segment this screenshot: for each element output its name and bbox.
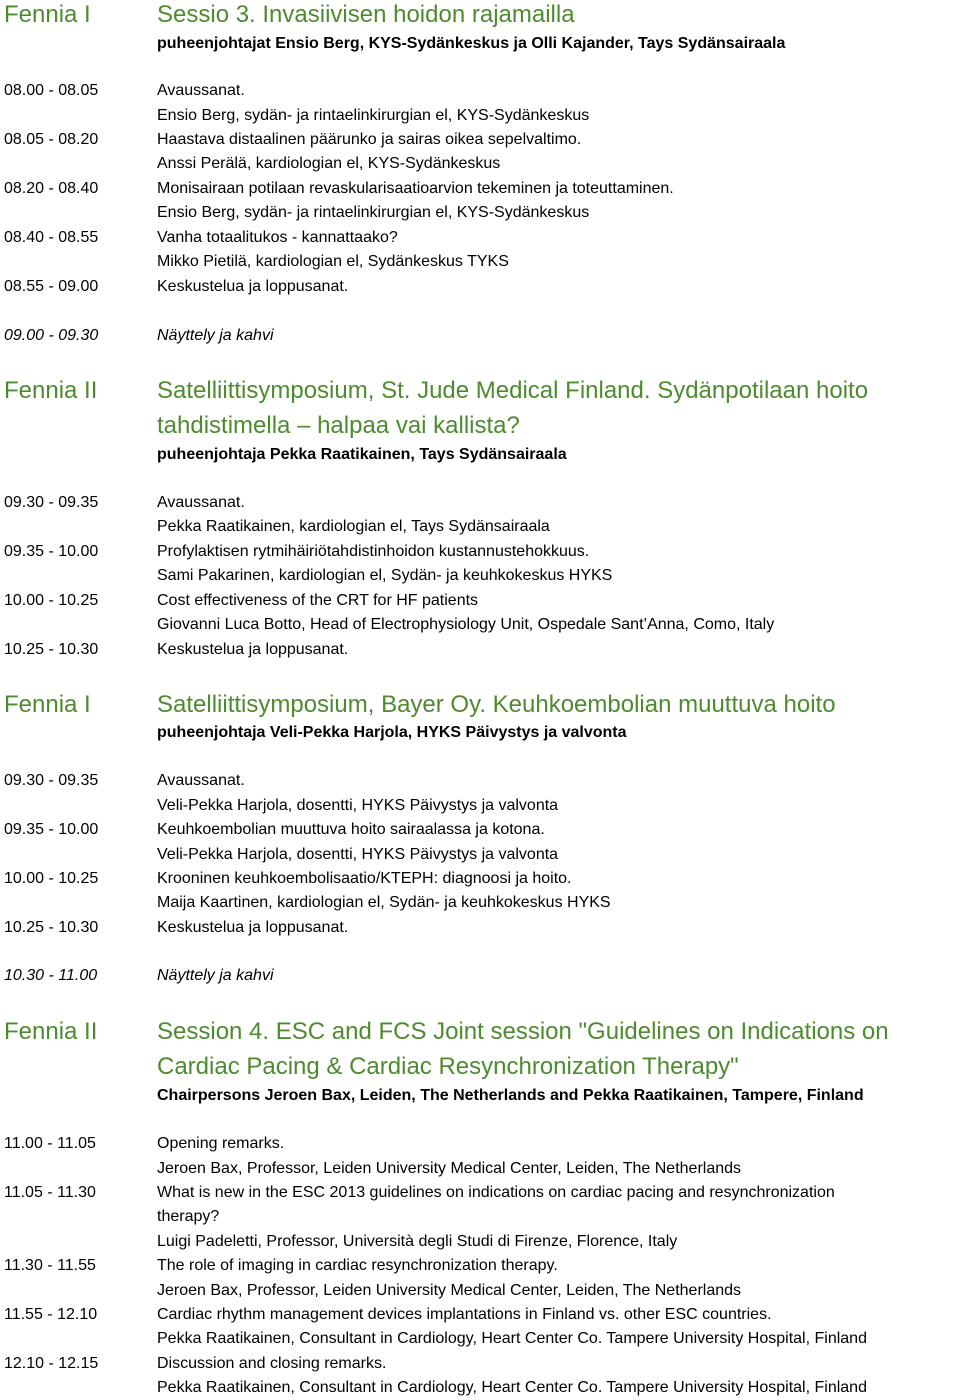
room-label: Fennia II [4,377,98,404]
time-slot: 11.55 - 12.10 [4,1306,98,1323]
time-slot: 11.00 - 11.05 [4,1135,96,1152]
talk-speaker: Ensio Berg, sydän- ja rintaelinkirurgian el, KYS-Sydänkeskus [157,107,590,124]
break-time: 10.30 - 11.00 [4,967,98,984]
room-label: Fennia I [4,691,91,718]
talk-title: Discussion and closing remarks. [157,1355,387,1372]
talk-title: Cost effectiveness of the CRT for HF patients [157,592,479,609]
time-slot: 11.30 - 11.55 [4,1257,96,1274]
time-slot: 11.05 - 11.30 [4,1184,96,1201]
talk-speaker: Giovanni Luca Botto, Head of Electrophysiology Unit, Ospedale Sant’Anna, Como, Italy [157,616,775,633]
session-title: Satelliittisymposium, Bayer Oy. Keuhkoembolian muuttuva hoito [157,691,836,718]
talk-title: Keskustelua ja loppusanat. [157,919,349,936]
talk-title: Profylaktisen rytmihäiriötahdistinhoidon kustannustehokkuus. [157,543,590,560]
room-label: Fennia II [4,1018,98,1045]
session-title: Sessio 3. Invasiivisen hoidon rajamailla [157,1,575,28]
session-chair: puheenjohtaja Pekka Raatikainen, Tays Sydänsairaala [157,446,567,463]
time-slot: 09.35 - 10.00 [4,821,99,838]
break-time: 09.00 - 09.30 [4,327,99,344]
talk-speaker: Jeroen Bax, Professor, Leiden University Medical Center, Leiden, The Netherlands [157,1282,742,1299]
talk-speaker: Pekka Raatikainen, Consultant in Cardiology, Heart Center Co. Tampere University Hospital, Finland [157,1330,867,1347]
time-slot: 10.25 - 10.30 [4,919,99,936]
time-slot: 10.25 - 10.30 [4,641,99,658]
talk-title: Vanha totaalitukos - kannattaako? [157,229,398,246]
session-title-line-2: Cardiac Pacing & Cardiac Resynchronization Therapy" [157,1053,739,1080]
talk-title: Krooninen keuhkoembolisaatio/KTEPH: diagnoosi ja hoito. [157,870,572,887]
talk-title: Avaussanat. [157,494,245,511]
time-slot: 09.30 - 09.35 [4,494,99,511]
talk-title: Monisairaan potilaan revaskularisaatioarvion tekeminen ja toteuttaminen. [157,180,674,197]
session-title-line-2: tahdistimella – halpaa vai kallista? [157,412,520,439]
talk-title: Opening remarks. [157,1135,285,1152]
talk-title: Cardiac rhythm management devices implantations in Finland vs. other ESC countries. [157,1306,772,1323]
talk-title: Keskustelua ja loppusanat. [157,278,349,295]
talk-speaker: Maija Kaartinen, kardiologian el, Sydän- ja keuhkokeskus HYKS [157,894,611,911]
talk-speaker: Mikko Pietilä, kardiologian el, Sydänkeskus TYKS [157,253,509,270]
session-chair: puheenjohtaja Veli-Pekka Harjola, HYKS Päivystys ja valvonta [157,724,627,741]
session-title: Satelliittisymposium, St. Jude Medical Finland. Sydänpotilaan hoito [157,377,869,404]
talk-title: Keuhkoembolian muuttuva hoito sairaalassa ja kotona. [157,821,545,838]
time-slot: 09.35 - 10.00 [4,543,99,560]
talk-speaker: Ensio Berg, sydän- ja rintaelinkirurgian el, KYS-Sydänkeskus [157,204,590,221]
talk-speaker: Veli-Pekka Harjola, dosentti, HYKS Päivystys ja valvonta [157,797,559,814]
talk-speaker: Anssi Perälä, kardiologian el, KYS-Sydänkeskus [157,155,501,172]
talk-title: Avaussanat. [157,772,245,789]
time-slot: 10.00 - 10.25 [4,870,99,887]
time-slot: 08.00 - 08.05 [4,82,99,99]
time-slot: 08.55 - 09.00 [4,278,99,295]
break-label: Näyttely ja kahvi [157,967,274,984]
talk-title: Avaussanat. [157,82,245,99]
talk-speaker: Luigi Padeletti, Professor, Università degli Studi di Firenze, Florence, Italy [157,1233,678,1250]
time-slot: 08.05 - 08.20 [4,131,99,148]
time-slot: 08.20 - 08.40 [4,180,99,197]
talk-title: Haastava distaalinen päärunko ja sairas oikea sepelvaltimo. [157,131,582,148]
talk-title: What is new in the ESC 2013 guidelines on indications on cardiac pacing and resynchronization [157,1184,835,1201]
break-label: Näyttely ja kahvi [157,327,274,344]
session-chair: Chairpersons Jeroen Bax, Leiden, The Netherlands and Pekka Raatikainen, Tampere, Finland [157,1087,864,1104]
talk-title: Keskustelua ja loppusanat. [157,641,349,658]
room-label: Fennia I [4,1,91,28]
talk-title-line-2: therapy? [157,1208,220,1225]
talk-speaker: Jeroen Bax, Professor, Leiden University Medical Center, Leiden, The Netherlands [157,1160,742,1177]
session-chair: puheenjohtajat Ensio Berg, KYS-Sydänkeskus ja Olli Kajander, Tays Sydänsairaala [157,35,786,52]
talk-speaker: Sami Pakarinen, kardiologian el, Sydän- ja keuhkokeskus HYKS [157,567,613,584]
session-title: Session 4. ESC and FCS Joint session "Guidelines on Indications on [157,1018,889,1045]
time-slot: 12.10 - 12.15 [4,1355,99,1372]
talk-speaker: Pekka Raatikainen, kardiologian el, Tays Sydänsairaala [157,518,550,535]
time-slot: 08.40 - 08.55 [4,229,99,246]
time-slot: 09.30 - 09.35 [4,772,99,789]
talk-speaker: Veli-Pekka Harjola, dosentti, HYKS Päivystys ja valvonta [157,846,559,863]
talk-speaker: Pekka Raatikainen, Consultant in Cardiology, Heart Center Co. Tampere University Hospital, Finland [157,1379,867,1396]
time-slot: 10.00 - 10.25 [4,592,99,609]
talk-title: The role of imaging in cardiac resynchronization therapy. [157,1257,558,1274]
